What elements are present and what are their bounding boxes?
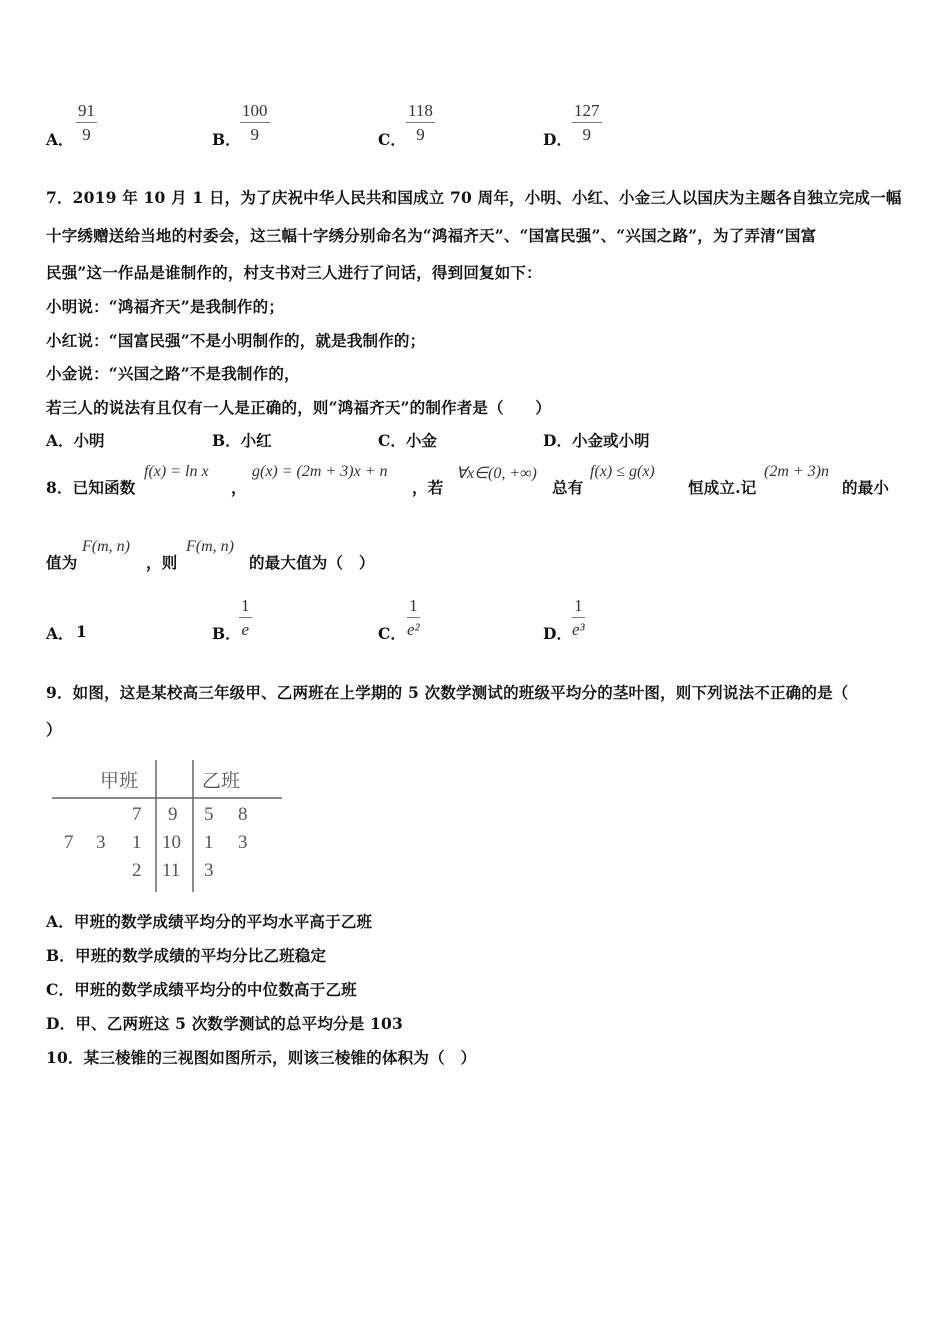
q8-inequality: f(x) ≤ g(x) xyxy=(590,463,655,480)
q6-option-b-denominator: 9 xyxy=(250,125,259,144)
q6-option-c-numerator: 118 xyxy=(406,102,435,123)
q9-option-b: B．甲班的数学成绩的平均分比乙班稳定 xyxy=(46,946,327,965)
q8-ruo: ，若 xyxy=(412,478,444,497)
leaf-right: 1 xyxy=(204,832,214,853)
q7-stem-line-2: 十字绣赠送给当地的村委会，这三幅十字绣分别命名为“鸿福齐天”、“国富民强”、“兴国之路”，为了弄清“国富 xyxy=(46,226,817,245)
q7-question: 若三人的说法有且仅有一人是正确的，则“鸿福齐天”的制作者是（ ） xyxy=(46,398,551,417)
q8-option-c-fraction xyxy=(407,597,420,640)
q7-statement-xiaojin: 小金说：“兴国之路”不是我制作的， xyxy=(46,364,300,383)
leaf-left: 3 xyxy=(96,832,106,853)
q8-option-d-numerator: 1 xyxy=(572,597,585,618)
q6-option-b-fraction xyxy=(240,102,270,145)
leaf-right: 3 xyxy=(238,832,248,853)
q8-forall-condition: ∀x∈(0, +∞) xyxy=(456,465,537,482)
q8-g-definition: g(x) = (2m + 3)x + n xyxy=(252,463,388,480)
q8-expression: (2m + 3)n xyxy=(764,463,830,480)
q8-line2-prefix: 值为 xyxy=(46,553,78,572)
leaf-right: 8 xyxy=(238,804,248,825)
q7-statement-xiaoming: 小明说：“鸿福齐天”是我制作的； xyxy=(46,297,285,316)
q6-option-c-denominator: 9 xyxy=(416,125,425,144)
q7-statement-xiaohong: 小红说：“国富民强”不是小明制作的，就是我制作的； xyxy=(46,331,426,350)
q8-prefix: 8．已知函数 xyxy=(46,478,136,497)
q8-option-c-label: C． xyxy=(378,624,406,643)
q6-option-a-denominator: 9 xyxy=(82,125,91,144)
q9-option-c: C．甲班的数学成绩平均分的中位数高于乙班 xyxy=(46,980,357,999)
q8-option-d-denominator: e³ xyxy=(572,620,585,639)
q9-option-d: D．甲、乙两班这 5 次数学测试的总平均分是 103 xyxy=(46,1014,403,1033)
q6-option-d-denominator: 9 xyxy=(582,125,591,144)
q8-option-a-label: A． xyxy=(46,624,74,643)
q8-option-d-fraction xyxy=(572,597,585,640)
stem-value: 9 xyxy=(168,804,178,825)
q8-hengcheng: 恒成立.记 xyxy=(688,478,757,497)
stem-value: 11 xyxy=(162,860,181,881)
q7-stem-line-1: 7．2019 年 10 月 1 日，为了庆祝中华人民共和国成立 70 周年，小明、小红、小金三人以国庆为主题各自独立完成一幅 xyxy=(46,188,902,207)
q8-option-a-value: 1 xyxy=(76,622,87,641)
stem-leaf-right-header: 乙班 xyxy=(202,771,241,792)
q7-option-a: A．小明 xyxy=(46,431,105,450)
q7-option-b: B．小红 xyxy=(212,431,272,450)
q6-option-c-fraction xyxy=(406,102,435,145)
q8-F-second: F(m, n) xyxy=(186,538,234,555)
stem-leaf-plot xyxy=(50,760,290,895)
leaf-left: 7 xyxy=(132,804,142,825)
q6-option-a-fraction xyxy=(76,102,97,145)
q8-zongyou: 总有 xyxy=(552,478,584,497)
q6-option-c-label: C． xyxy=(378,130,406,149)
q8-comma: ， xyxy=(231,478,247,497)
q8-line2-ze: ，则 xyxy=(146,553,178,572)
stem-leaf-left-header: 甲班 xyxy=(100,771,139,792)
q9-stem-line-1: 9．如图，这是某校高三年级甲、乙两班在上学期的 5 次数学测试的班级平均分的茎叶图，则下列说法不正确的是（ xyxy=(46,683,849,702)
leaf-right: 5 xyxy=(204,804,214,825)
q7-stem-line-3: 民强”这一作品是谁制作的，村支书对三人进行了问话，得到回复如下： xyxy=(46,263,542,282)
q10-stem: 10．某三棱锥的三视图如图所示，则该三棱锥的体积为（ ） xyxy=(46,1048,477,1067)
q8-line2-suffix: 的最大值为（ ） xyxy=(249,553,375,572)
q6-option-a-label: A． xyxy=(46,130,74,149)
leaf-left: 1 xyxy=(132,832,142,853)
q6-option-d-label: D． xyxy=(543,130,572,149)
leaf-left: 7 xyxy=(64,832,74,853)
leaf-left: 2 xyxy=(132,860,142,881)
q8-option-c-numerator: 1 xyxy=(407,597,420,618)
q8-option-b-denominator: e xyxy=(241,620,250,639)
q6-option-d-fraction xyxy=(572,102,602,145)
q9-option-a: A．甲班的数学成绩平均分的平均水平高于乙班 xyxy=(46,912,373,931)
q8-option-d-label: D． xyxy=(543,624,572,643)
q6-option-b-numerator: 100 xyxy=(240,102,270,123)
stem-value: 10 xyxy=(162,832,181,853)
q6-option-d-numerator: 127 xyxy=(572,102,602,123)
q7-option-d: D．小金或小明 xyxy=(543,431,650,450)
q8-f-definition: f(x) = ln x xyxy=(144,463,209,480)
q8-option-c-denominator: e² xyxy=(407,620,420,639)
q8-option-b-numerator: 1 xyxy=(239,597,252,618)
q8-zuixiao: 的最小 xyxy=(842,478,890,497)
q9-stem-line-2: ） xyxy=(46,720,62,739)
q7-option-c: C．小金 xyxy=(378,431,437,450)
leaf-right: 3 xyxy=(204,860,214,881)
q8-F-first: F(m, n) xyxy=(82,538,130,555)
q6-option-a-numerator: 91 xyxy=(76,102,97,123)
q8-option-b-fraction xyxy=(239,597,252,640)
q8-option-b-label: B． xyxy=(212,624,241,643)
q6-option-b-label: B． xyxy=(212,130,241,149)
